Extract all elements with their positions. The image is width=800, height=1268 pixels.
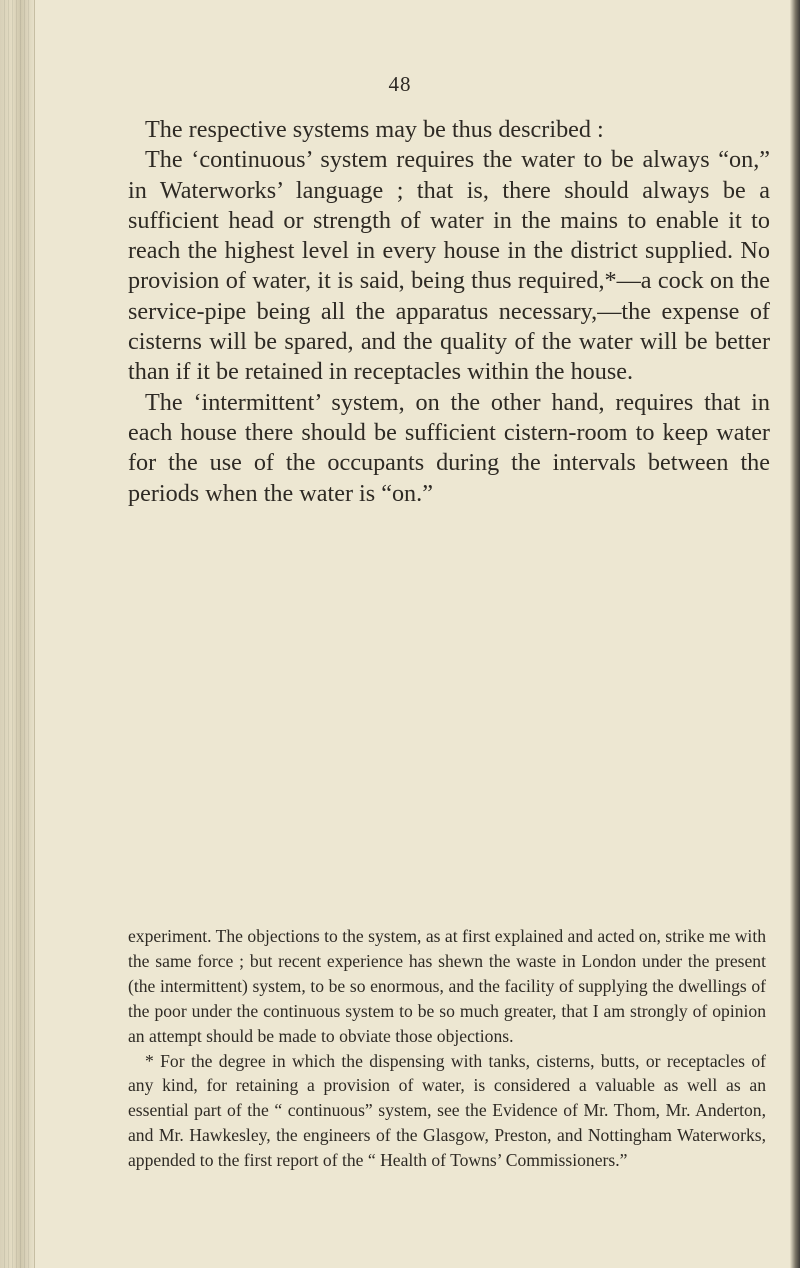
main-body-text [128, 115, 770, 509]
binding-texture [4, 0, 30, 1268]
footnotes [128, 924, 766, 1173]
page-number: 48 [388, 72, 412, 96]
footnote-continued: experiment. The objections to the system, as at first explained and acted on, strike me with the same force ; but recent experience has shewn the waste in London under the present (the intermittent) system, to be so enormous, and the facility of supplying the dwellings of the poor under the continuous system to be so much greater, that I am strongly of opinion an attempt should be made to obviate those objections. [128, 926, 766, 1046]
page-edge-shadow [790, 0, 800, 1268]
footnote-asterisk: * For the degree in which the dispensing with tanks, cisterns, butts, or receptacles of any kind, for retaining a provision of water, is considered a valuable as well as an essential part of the “ continuous” system, see the Evidence of Mr. Thom, Mr. Anderton, and Mr. Hawkesley, the engineers of the Glasgow, Preston, and Nottingham Waterworks, appended to the first report of the “ Health of Towns’ Commissioners.” [128, 1050, 766, 1171]
paragraph-continuous-system: The ‘continuous’ system requires the water to be always “on,” in Waterworks’ language ; that is, there should always be a sufficient head or strength of water in the mains to enable it to reach the highest level in every house in the district supplied. No provision of water, it is said, being thus required,*—a cock on the service-pipe being all the apparatus necessary,—the expense of cisterns will be spared, and the quality of the water will be better than if it be retained in receptacles within the house. [128, 146, 770, 386]
paragraph-lead: The respective systems may be thus described : [145, 116, 604, 143]
paragraph-intermittent-system: The ‘intermittent’ system, on the other hand, requires that in each house there should be sufficient cistern-room to keep water for the use of the occupants during the intervals between the periods when the water is “on.” [128, 388, 770, 507]
book-binding-edge [0, 0, 35, 1268]
